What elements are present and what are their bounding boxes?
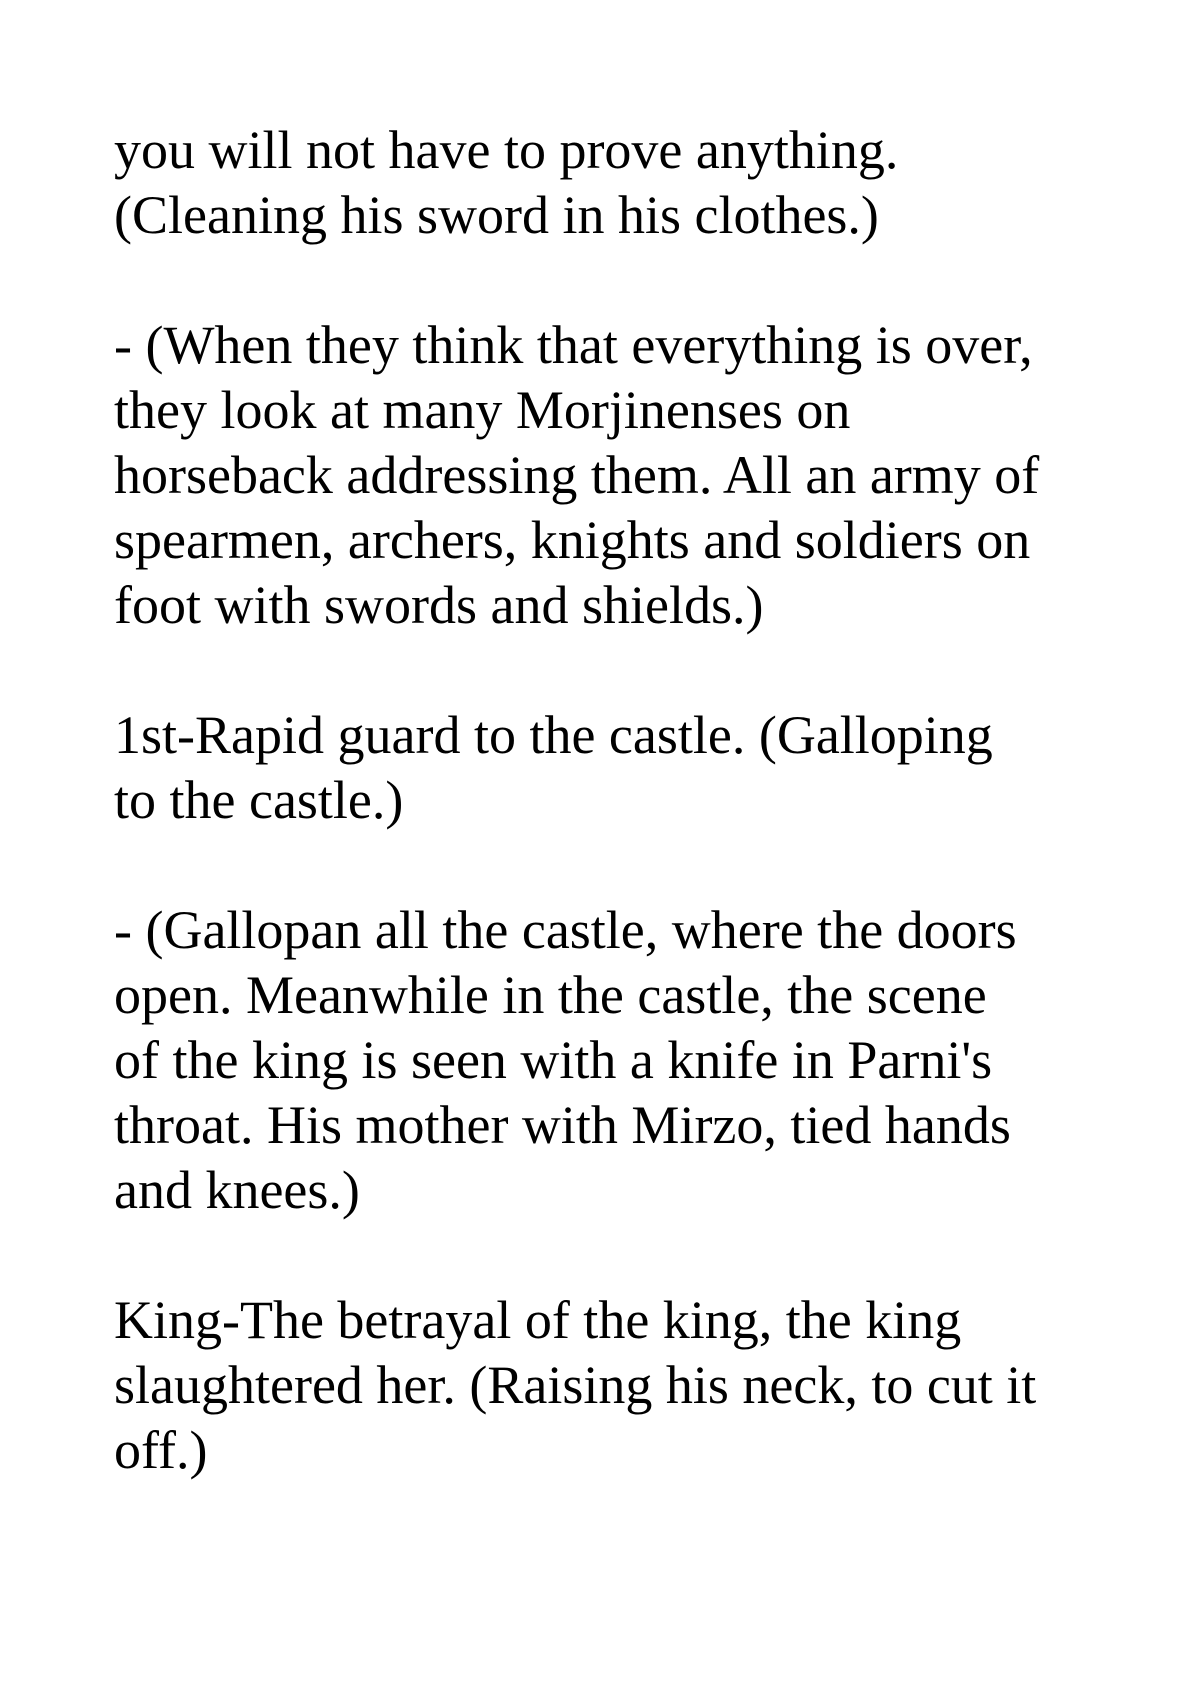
text-line: you will not have to prove anything. xyxy=(114,120,899,180)
text-line: and knees.) xyxy=(114,1160,360,1220)
text-line: 1st-Rapid guard to the castle. (Galloping xyxy=(114,705,993,765)
text-line: to the castle.) xyxy=(114,770,404,830)
text-line: foot with swords and shields.) xyxy=(114,575,764,635)
text-line: open. Meanwhile in the castle, the scene xyxy=(114,965,987,1025)
text-line: they look at many Morjinenses on xyxy=(114,380,851,440)
text-line: King-The betrayal of the king, the king xyxy=(114,1290,962,1350)
text-line: (Cleaning his sword in his clothes.) xyxy=(114,185,879,245)
text-line: slaughtered her. (Raising his neck, to cut it xyxy=(114,1355,1037,1415)
text-line: throat. His mother with Mirzo, tied hands xyxy=(114,1095,1011,1155)
text-line: off.) xyxy=(114,1420,208,1480)
paragraph-2 xyxy=(114,313,1114,638)
paragraph-5 xyxy=(114,1288,1114,1483)
paragraph-1 xyxy=(114,118,1114,248)
script-text-body xyxy=(114,118,1114,1548)
text-line: - (Gallopan all the castle, where the doors xyxy=(114,900,1017,960)
text-line: of the king is seen with a knife in Parni's xyxy=(114,1030,993,1090)
text-line: - (When they think that everything is over, xyxy=(114,315,1033,375)
paragraph-4 xyxy=(114,898,1114,1223)
text-line: horseback addressing them. All an army of xyxy=(114,445,1040,505)
text-line: spearmen, archers, knights and soldiers on xyxy=(114,510,1031,570)
paragraph-3 xyxy=(114,703,1114,833)
